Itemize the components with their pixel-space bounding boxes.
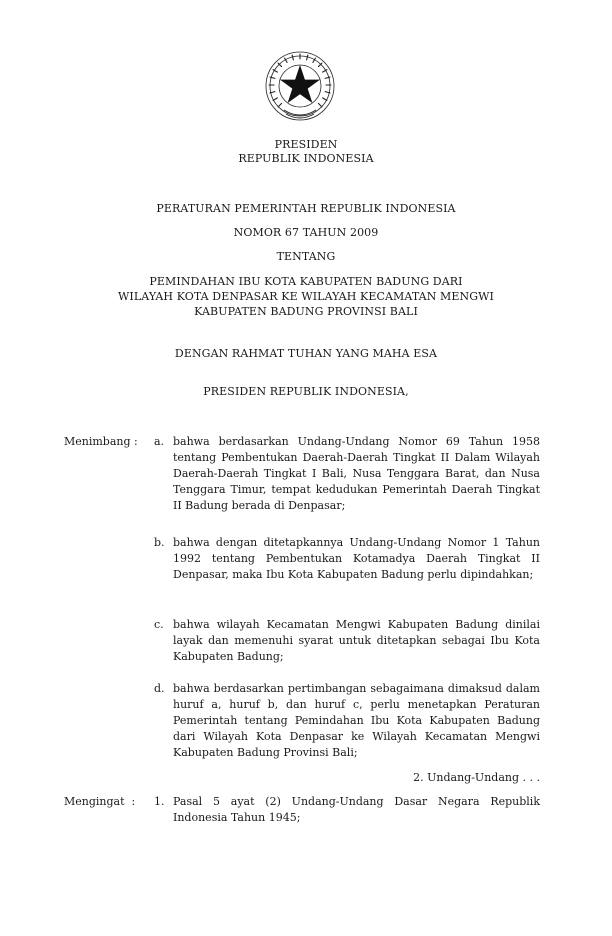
letterhead-line-2: REPUBLIK INDONESIA xyxy=(238,152,374,165)
subject-line: WILAYAH KOTA DENPASAR KE WILAYAH KECAMATAN MENGWI xyxy=(118,290,494,303)
list-item xyxy=(154,535,540,583)
list-item xyxy=(154,794,540,826)
letterhead-line-1: PRESIDEN xyxy=(274,138,338,151)
item-text: bahwa berdasarkan Undang-Undang Nomor 69 Tahun 1958 tentang Pembentukan Daerah-Daerah Tingkat II Dalam Wilayah Daerah-Daerah Tingkat I Bali, Nusa Tenggara Barat, dan Nusa Tenggara Timur, tempat kedudukan Pemerintah Daerah Tingkat II Badung berada di Denpasar; xyxy=(173,435,540,512)
item-marker: 1. xyxy=(154,795,165,808)
regulation-about: TENTANG xyxy=(276,250,336,263)
list-item xyxy=(154,434,540,514)
garuda-star-emblem-icon xyxy=(262,48,338,124)
president-clause: PRESIDEN REPUBLIK INDONESIA, xyxy=(203,385,409,398)
item-marker: d. xyxy=(154,682,165,695)
mengingat-label: Mengingat : xyxy=(64,795,136,808)
list-item xyxy=(154,617,540,665)
item-marker: b. xyxy=(154,536,165,549)
menimbang-label: Menimbang : xyxy=(64,435,138,448)
regulation-title: PERATURAN PEMERINTAH REPUBLIK INDONESIA xyxy=(156,202,456,215)
subject-line: KABUPATEN BADUNG PROVINSI BALI xyxy=(194,305,418,318)
letterhead xyxy=(0,138,612,166)
regulation-number: NOMOR 67 TAHUN 2009 xyxy=(233,226,379,239)
item-text: bahwa berdasarkan pertimbangan sebagaimana dimaksud dalam huruf a, huruf b, dan huruf c, perlu menetapkan Peraturan Pemerintah tentang Pemindahan Ibu Kota Kabupaten Badung dari Wilayah Kota Denpasar ke Wilayah Kecamatan Mengwi Kabupaten Badung Provinsi Bali; xyxy=(173,682,540,759)
regulation-subject xyxy=(0,274,612,319)
item-text: Pasal 5 ayat (2) Undang-Undang Dasar Negara Republik Indonesia Tahun 1945; xyxy=(173,795,540,824)
list-item xyxy=(154,681,540,761)
page-continuation: 2. Undang-Undang . . . xyxy=(413,771,540,784)
subject-line: PEMINDAHAN IBU KOTA KABUPATEN BADUNG DARI xyxy=(149,275,463,288)
grace-clause: DENGAN RAHMAT TUHAN YANG MAHA ESA xyxy=(174,347,438,360)
item-marker: c. xyxy=(154,618,164,631)
item-text: bahwa dengan ditetapkannya Undang-Undang Nomor 1 Tahun 1992 tentang Pembentukan Kotamadya Daerah Tingkat II Denpasar, maka Ibu Kota Kabupaten Badung perlu dipindahkan; xyxy=(173,536,540,581)
item-marker: a. xyxy=(154,435,165,448)
item-text: bahwa wilayah Kecamatan Mengwi Kabupaten Badung dinilai layak dan memenuhi syarat untuk ditetapkan sebagai Ibu Kota Kabupaten Badung; xyxy=(173,618,540,663)
